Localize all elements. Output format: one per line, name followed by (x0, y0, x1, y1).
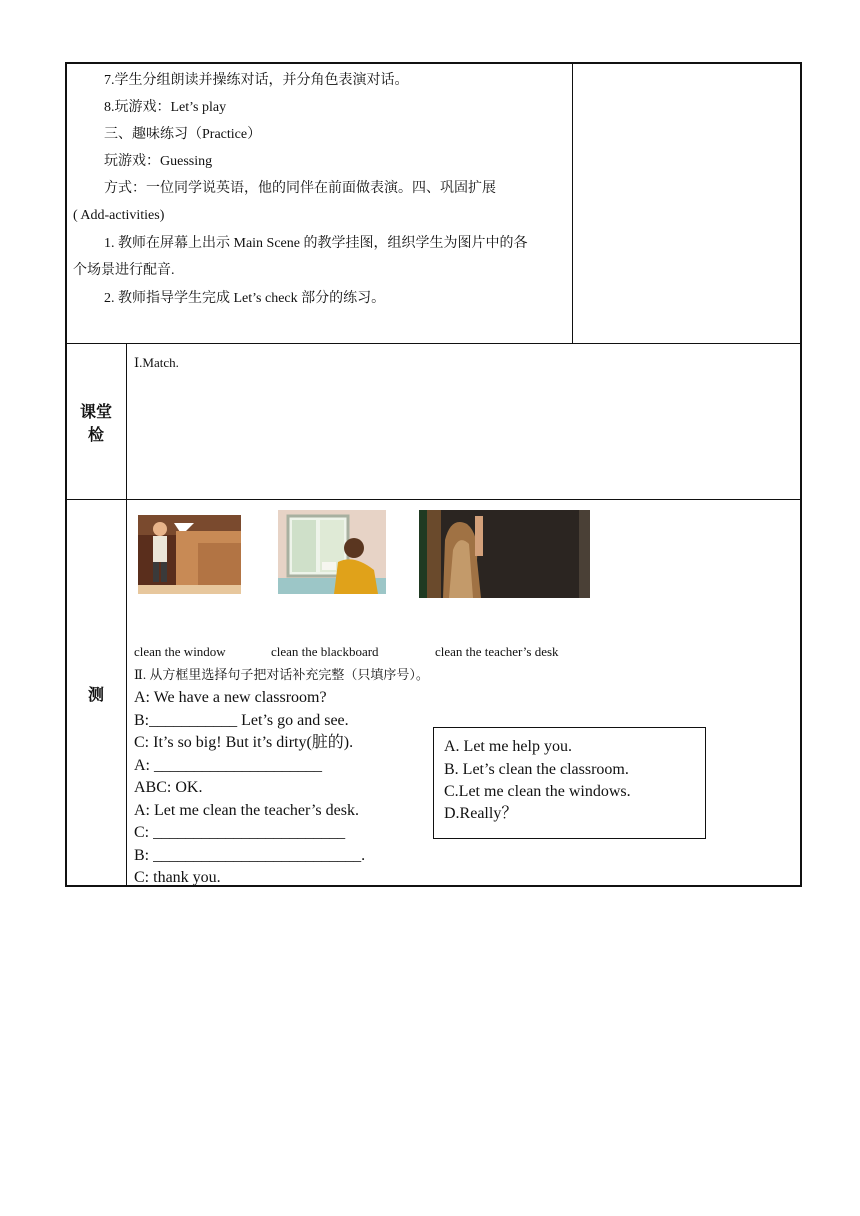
picture-window (278, 510, 386, 594)
guessing-game: 玩游戏：Guessing (104, 154, 213, 169)
table-divider-row1 (66, 343, 801, 344)
picture-teachers-desk (138, 515, 241, 594)
option-c: C.Let me clean the windows. (444, 783, 631, 800)
exercise-2-title: Ⅱ. 从方框里选择句子把对话补充完整（只填序号）。 (134, 667, 429, 682)
activity-1-line-1: 1. 教师在屏幕上出示 Main Scene 的教学挂图，组织学生为图片中的各 (104, 236, 528, 251)
label-jian: 检 (87, 425, 104, 444)
caption-teachers-desk: clean the teacher’s desk (435, 644, 559, 659)
dialog-line-2: B:___________ Let’s go and see. (134, 712, 349, 729)
table-divider-label-column (126, 343, 127, 886)
caption-blackboard: clean the blackboard (271, 644, 379, 659)
dialog-line-6: A: Let me clean the teacher’s desk. (134, 802, 359, 819)
dialog-line-1: A: We have a new classroom? (134, 689, 327, 706)
step-7: 7.学生分组朗读并操练对话，并分角色表演对话。 (104, 73, 409, 88)
dialog-line-9: C: thank you. (134, 869, 221, 886)
dialog-line-7: C: ________________________ (134, 824, 346, 841)
game-method: 方式：一位同学说英语，他的同伴在前面做表演。四、巩固扩展 (104, 181, 496, 196)
dialog-line-5: ABC: OK. (134, 779, 203, 796)
table-divider-row2 (66, 499, 801, 500)
table-divider-right-column (572, 63, 573, 344)
practice-heading: 三、趣味练习（Practice） (104, 127, 262, 142)
activity-2: 2. 教师指导学生完成 Let’s check 部分的练习。 (104, 291, 386, 306)
step-8: 8.玩游戏：Let’s play (104, 100, 227, 115)
exercise-1-title: Ⅰ.Match. (134, 355, 179, 370)
label-ce: 测 (87, 685, 104, 704)
dialog-line-3: C: It’s so big! But it’s dirty(脏的). (134, 734, 354, 751)
add-activities-heading: ( Add-activities) (73, 208, 165, 223)
option-b: B. Let’s clean the classroom. (444, 761, 629, 778)
dialog-line-8: B: __________________________. (134, 847, 366, 864)
picture-blackboard (419, 510, 590, 598)
caption-window: clean the window (134, 644, 226, 659)
dialog-line-4: A: _____________________ (134, 757, 322, 774)
activity-1-line-2: 个场景进行配音. (73, 263, 175, 278)
label-ketang: 课堂 (79, 402, 112, 421)
option-a: A. Let me help you. (444, 738, 572, 755)
option-d: D.Really？ (444, 805, 518, 822)
